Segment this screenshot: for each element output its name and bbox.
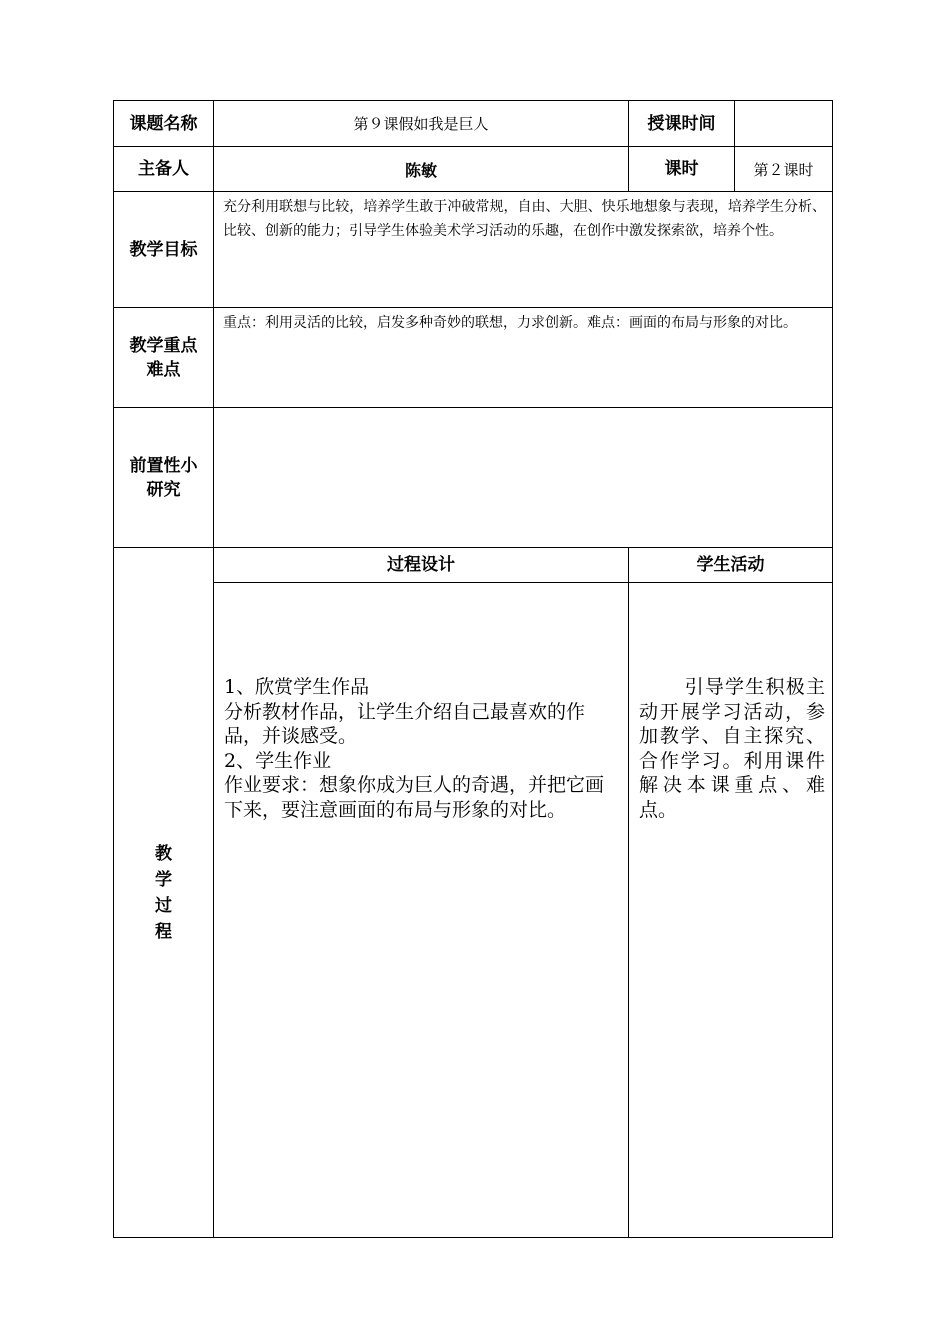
process-label-char: 程 <box>155 921 172 942</box>
lesson-plan-sheet <box>113 100 832 1238</box>
design-line: 作业要求：想象你成为巨人的奇遇，并把它画下来，要注意画面的布局与形象的对比。 <box>224 774 605 821</box>
process-label-char: 过 <box>155 895 172 916</box>
design-line: 2、学生作业 <box>224 749 332 772</box>
objectives-label: 教学目标 <box>114 192 214 308</box>
topic-label: 课题名称 <box>114 101 214 147</box>
process-label-char: 学 <box>155 869 172 890</box>
preparer-row <box>114 147 833 192</box>
topic-value: 第９课假如我是巨人 <box>214 101 629 147</box>
objectives-row <box>114 192 833 308</box>
preview-text <box>214 408 833 548</box>
design-line: 1、欣赏学生作品 <box>224 676 370 698</box>
preview-label-line1: 前置性小 <box>129 455 198 476</box>
process-body-row <box>114 583 833 1238</box>
process-label <box>114 548 214 1238</box>
topic-row <box>114 101 833 147</box>
preview-label-line2: 研究 <box>146 479 181 500</box>
period-label: 课时 <box>629 147 735 192</box>
key-points-text: 重点：利用灵活的比较，启发多种奇妙的联想，力求创新。难点：画面的布局与形象的对比。 <box>214 308 833 408</box>
preparer-value: 陈敏 <box>214 147 629 192</box>
lesson-plan-table <box>113 100 833 1238</box>
preview-row <box>114 408 833 548</box>
objectives-text: 充分利用联想与比较，培养学生敢于冲破常规，自由、大胆、快乐地想象与表现，培养学生分析、比较、创新的能力；引导学生体验美术学习活动的乐趣，在创作中激发探索欲，培养个性。 <box>214 192 833 308</box>
design-line: 分析教材作品，让学生介绍自己最喜欢的作品，并谈感受。 <box>224 700 586 747</box>
key-points-row <box>114 308 833 408</box>
key-points-label-line2: 难点 <box>146 359 181 380</box>
teaching-time-value <box>735 101 833 147</box>
teaching-time-label: 授课时间 <box>629 101 735 147</box>
student-activity-header: 学生活动 <box>629 548 833 583</box>
student-activity-content: 引导学生积极主动开展学习活动，参加教学、自主探究、合作学习。利用课件解决本课重点、难点。 <box>629 583 833 1238</box>
preview-label <box>114 408 214 548</box>
process-design-content <box>214 583 629 1238</box>
process-design-header: 过程设计 <box>214 548 629 583</box>
key-points-label <box>114 308 214 408</box>
key-points-label-line1: 教学重点 <box>129 335 198 356</box>
preparer-label: 主备人 <box>114 147 214 192</box>
process-label-char: 教 <box>155 843 172 864</box>
process-header-row <box>114 548 833 583</box>
period-value: 第２课时 <box>735 147 833 192</box>
